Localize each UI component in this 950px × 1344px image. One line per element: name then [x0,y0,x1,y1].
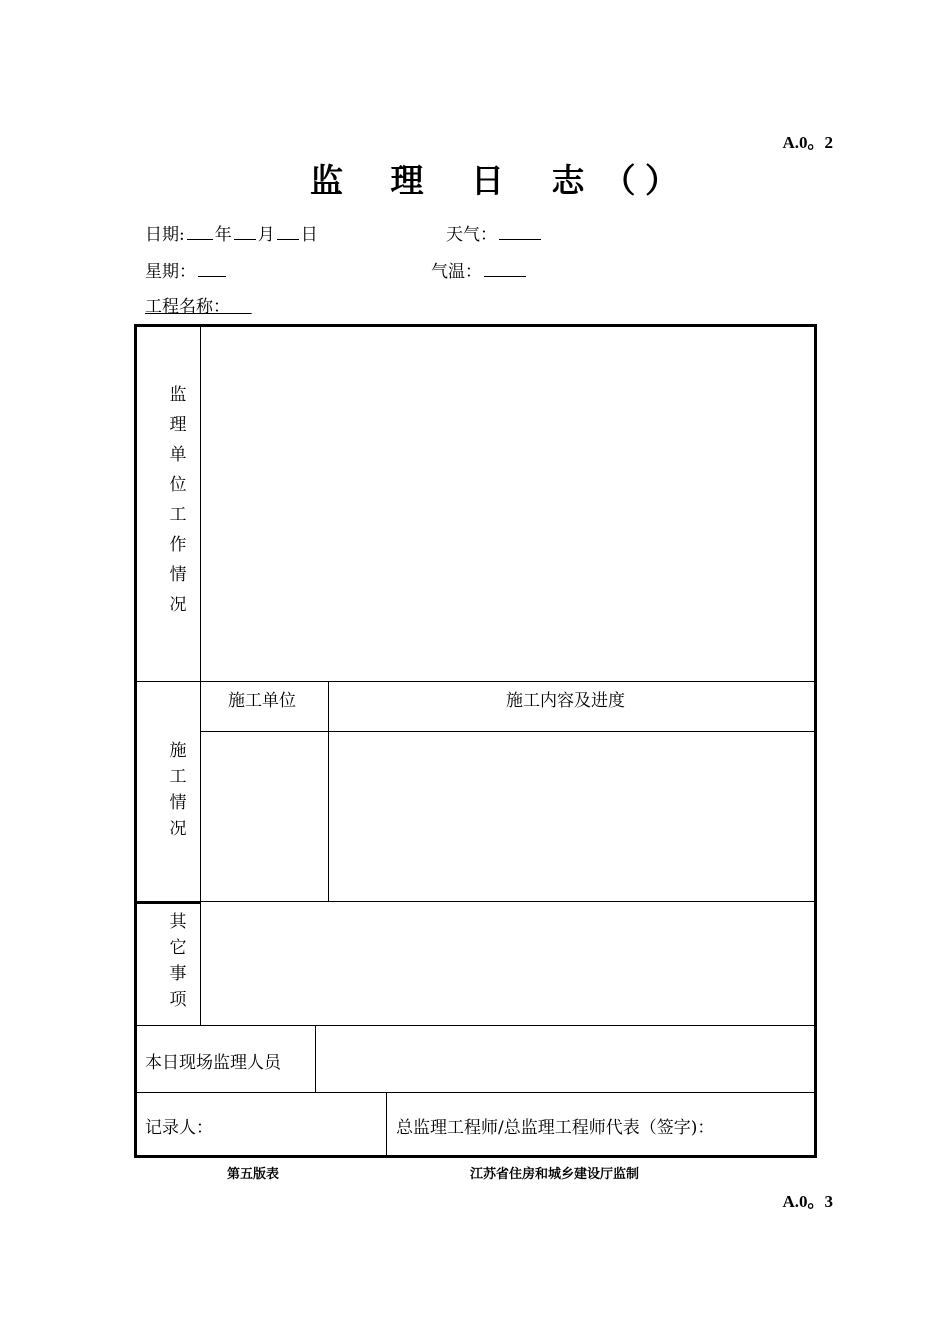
construction-unit-header: 施工单位 [228,691,296,711]
signature-divider [386,1092,387,1155]
month-blank [234,225,256,240]
vertical-char: 位 [169,475,187,495]
year-label: 年 [214,225,232,245]
row-line-header [201,731,814,732]
row-line-4 [137,1092,814,1093]
construction-content-header: 施工内容及进度 [506,691,625,711]
weekday-label: 星期： [145,262,196,282]
row-line-3 [137,1025,814,1026]
project-name-field [145,292,252,317]
issuer-note: 江苏省住房和城乡建设厅监制 [470,1167,640,1182]
form-code-top: A.0。2 [782,133,833,152]
vertical-char: 事 [169,964,187,984]
vertical-char: 情 [169,793,187,813]
construction-unit-divider [328,681,329,901]
month-label: 月 [257,225,275,245]
onsite-staff-label: 本日现场监理人员 [145,1053,281,1073]
chief-engineer-signature-label: 总监理工程师/总监理工程师代表（签字)： [396,1118,715,1138]
temperature-label: 气温： [431,262,482,282]
vertical-char: 单 [169,445,187,465]
day-blank [277,225,299,240]
row-line-1 [137,681,814,682]
page-title [310,155,653,202]
weather-blank [499,225,541,240]
temperature-field [431,257,528,282]
table-border-right [814,324,817,1158]
table-border-top [134,324,817,327]
date-field [145,220,318,245]
other-items-label [168,909,188,1013]
vertical-char: 情 [169,565,187,585]
vertical-char: 其 [169,912,187,932]
vertical-char: 监 [169,385,187,405]
staff-divider [315,1025,316,1092]
row-line-2-thick [137,901,201,904]
construction-label [168,738,188,842]
vertical-char: 它 [169,938,187,958]
vertical-char: 工 [169,767,187,787]
table-border-left [134,324,137,1158]
weekday-blank [198,262,226,277]
vertical-char: 作 [169,535,187,555]
weather-field [446,220,543,245]
table-border-bottom [134,1155,817,1158]
vertical-char: 理 [169,415,187,435]
vertical-char: 况 [169,819,187,839]
vertical-char: 施 [169,741,187,761]
vertical-char: 工 [169,505,187,525]
edition-note: 第五版表 [227,1167,280,1182]
project-blank [230,297,252,317]
vertical-char: 况 [169,595,187,615]
day-label: 日 [300,225,318,245]
vertical-char: 项 [169,990,187,1010]
year-blank [187,225,213,240]
title-close-paren: ） [645,161,678,200]
date-label: 日期: [145,225,185,245]
title-text: 监 理 日 志（ [310,161,654,200]
temperature-blank [484,262,526,277]
row-line-2 [137,901,814,902]
recorder-label: 记录人： [145,1118,213,1138]
weather-label: 天气： [446,225,497,245]
weekday-field [145,257,228,282]
label-column-divider [200,327,201,1025]
project-label: 工程名称： [145,297,230,317]
form-code-bottom: A.0。3 [782,1192,833,1211]
supervision-work-label [168,380,188,620]
